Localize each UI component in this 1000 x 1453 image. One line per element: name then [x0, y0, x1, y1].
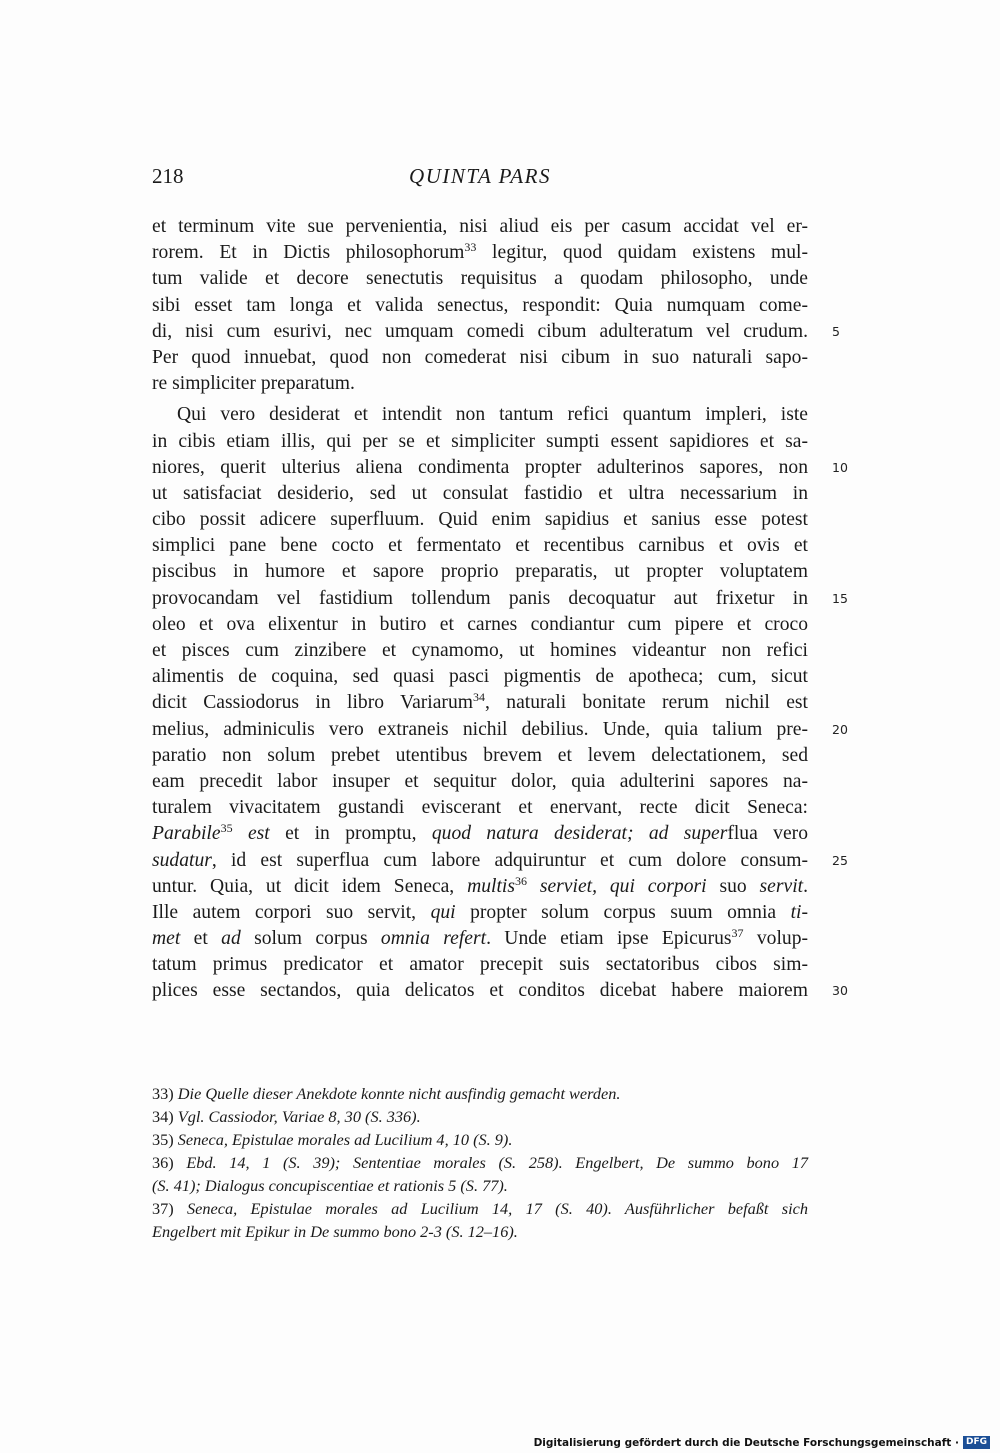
text-line: di, nisi cum esurivi, nec umquam comedi cibum adulteratum vel crudum. 5 [152, 319, 808, 345]
footnote-ref: 37) [152, 1199, 174, 1218]
line-number: 10 [832, 459, 848, 475]
text-line: Qui vero desiderat et intendit non tantum refici quantum impleri, iste [177, 404, 808, 426]
text-line: Per quod innuebat, quod non comederat nisi cibum in suo naturali sapo- [152, 346, 808, 368]
text-line: untur. Quia, ut dicit idem Seneca, multis$^{36}$ serviet, qui corpori suo servit. [152, 873, 808, 897]
text-line: paratio non solum prebet utentibus brevem et levem delectationem, sed [152, 744, 808, 766]
footnote [152, 1105, 808, 1128]
text-line: ut satisfaciat desiderio, sed ut consulat fastidio et ultra necessarium in [152, 482, 808, 504]
text-line: sudatur, id est superflua cum labore adquiruntur et cum dolore consum- 25 [152, 848, 808, 874]
main-text [152, 214, 848, 1005]
footnote-ref: 33) [152, 1084, 174, 1103]
footnote [152, 1082, 808, 1105]
footnote [152, 1128, 808, 1151]
footnote-text: Ebd. 14, 1 (S. 39); Sententiae morales (S. 258). Engelbert, De summo bono 17 [186, 1153, 808, 1172]
text-line: in cibis etiam illis, qui per se et simpliciter sumpti essent sapidiores et sa- [152, 430, 808, 452]
footnote-line [152, 1105, 808, 1128]
funding-text: Digitalisierung gefördert durch die Deutsche Forschungsgemeinschaft · [533, 1436, 959, 1449]
text-line: Ille autem corpori suo servit, qui propter solum corpus suum omnia ti- [152, 901, 808, 923]
footnote-text: Engelbert mit Epikur in De summo bono 2-3 (S. 12–16). [152, 1222, 518, 1241]
text-line: piscibus in humore et sapore proprio preparatis, ut propter voluptatem [152, 561, 808, 583]
line-number: 25 [832, 852, 848, 868]
footnote-line [152, 1197, 808, 1220]
text-line: eam precedit labor insuper et sequitur dolor, quia adulterini sapores na- [152, 770, 808, 792]
footnote-line [152, 1151, 808, 1174]
footnote-text: Die Quelle dieser Anekdote konnte nicht ausfindig gemacht werden. [177, 1084, 621, 1103]
text-line: plices esse sectandos, quia delicatos et conditos dicebat habere maiorem 30 [152, 978, 808, 1004]
footnote-text: Vgl. Cassiodor, Variae 8, 30 (S. 336). [177, 1107, 421, 1126]
footnote [152, 1197, 808, 1243]
text-line: tatum primus predicator et amator precepit suis sectatoribus cibos sim- [152, 954, 808, 976]
text-line: sibi esset tam longa et valida senectus, respondit: Quia numquam come- [152, 294, 808, 316]
page-number: 218 [152, 164, 184, 188]
footnote [152, 1151, 808, 1197]
text-line: dicit Cassiodorus in libro Variarum$^{34}$, naturali bonitate rerum nichil est [152, 690, 808, 714]
running-title: QUINTA PARS [409, 164, 551, 188]
footnote-ref: 36) [152, 1153, 174, 1172]
text-line: simplici pane bene cocto et fermentato et recentibus carnibus et ovis et [152, 535, 808, 557]
text-line: et terminum vite sue pervenientia, nisi aliud eis per casum accidat vel er- [152, 216, 808, 237]
footnote-text: Seneca, Epistulae morales ad Lucilium 14, 17 (S. 40). Ausführlicher befaßt sich [187, 1199, 808, 1218]
footnote-ref: 34) [152, 1107, 174, 1126]
page-header [152, 164, 808, 192]
footnote-line [152, 1082, 808, 1105]
footnotes [152, 1082, 808, 1243]
text-line: turalem vivacitatem gustandi eviscerant et enervant, recte dicit Seneca: [152, 797, 808, 819]
footnote-line [152, 1174, 808, 1197]
text-line: provocandam vel fastidium tollendum panis decoquatur aut frixetur in 15 [152, 586, 808, 612]
footnote-ref: 35) [152, 1130, 174, 1149]
footnote-line [152, 1220, 808, 1243]
dfg-logo: DFG [963, 1436, 990, 1449]
funding-notice [534, 1436, 990, 1449]
text-line: alimentis de coquina, sed quasi pasci pigmentis de apotheca; cum, sicut [152, 666, 808, 688]
line-number: 5 [832, 323, 840, 339]
footnote-text: Seneca, Epistulae morales ad Lucilium 4, 10 (S. 9). [177, 1130, 513, 1149]
footnote-text: (S. 41); Dialogus concupiscentiae et rationis 5 (S. 77). [152, 1176, 508, 1195]
text-line: re simpliciter preparatum. [152, 373, 355, 395]
text-line: niores, querit ulterius aliena condimenta propter adulterinos sapores, non 10 [152, 455, 808, 481]
text-line: Parabile$^{35}$ est et in promptu, quod natura desiderat; ad superflua vero [152, 821, 808, 845]
text-line: oleo et ova elixentur in butiro et carnes condiantur cum pipere et croco [152, 613, 808, 635]
text-line: et pisces cum zinzibere et cynamomo, ut homines videantur non refici [152, 640, 808, 661]
text-line: cibo possit adicere superfluum. Quid enim sapidius et sanius esse potest [152, 509, 808, 531]
text-line: rorem. Et in Dictis philosophorum$^{33}$ legitur, quod quidam existens mul- [152, 240, 809, 264]
footnote-line [152, 1128, 808, 1151]
text-line: met et ad solum corpus omnia refert. Unde etiam ipse Epicurus$^{37}$ volup- [152, 926, 809, 950]
text-line: melius, adminiculis vero extraneis nichil debilius. Unde, quia talium pre- 20 [152, 717, 808, 743]
line-number: 15 [832, 590, 848, 606]
text-line: tum valide et decore senectutis requisitus a quodam philosopho, unde [152, 268, 808, 290]
line-number: 20 [832, 721, 848, 737]
line-number: 30 [832, 983, 848, 999]
